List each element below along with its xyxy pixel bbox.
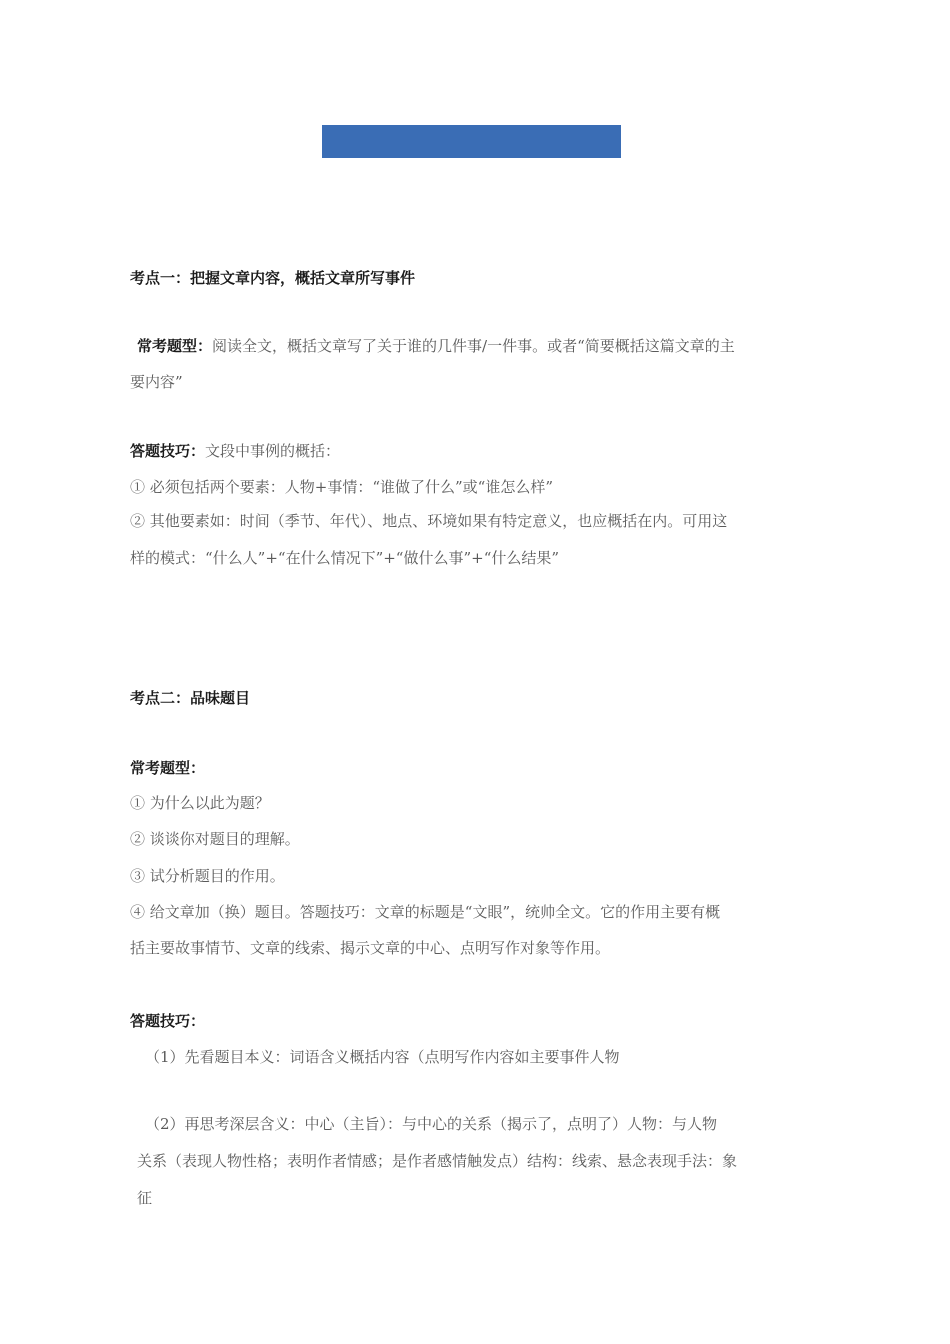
section1-tips [130, 433, 340, 469]
question-type-text-line1: 阅读全文，概括文章写了关于谁的几件事/一件事。或者“简要概括这篇文章的主 [212, 337, 735, 355]
section1-question-type [137, 328, 735, 364]
section2-item1: ① 为什么以此为题？ [130, 794, 270, 812]
question-type-label: 常考题型： [137, 337, 213, 355]
question-type-text-line2: 要内容” [130, 373, 183, 391]
section2-question-type-label: 常考题型： [130, 759, 206, 777]
tips-text: 文段中事例的概括： [205, 442, 341, 460]
section2-heading: 考点二：品味题目 [130, 689, 251, 707]
section1-point2-line1: ② 其他要素如：时间（季节、年代）、地点、环境如果有特定意义，也应概括在内。可用这 [130, 512, 728, 530]
section1-point1: ① 必须包括两个要素：人物+事情：“谁做了什么”或“谁怎么样” [130, 478, 554, 496]
section2-item2: ② 谈谈你对题目的理解。 [130, 830, 300, 848]
section2-item4-line1: ④ 给文章加（换）题目。答题技巧：文章的标题是“文眼”，统帅全文。它的作用主要有概 [130, 903, 721, 921]
section2-step2-line1: （2）再思考深层含义：中心（主旨）：与中心的关系（揭示了，点明了）人物：与人物 [145, 1115, 718, 1133]
title-banner [322, 125, 621, 158]
section1-heading: 考点一：把握文章内容，概括文章所写事件 [130, 269, 416, 287]
section2-step1: （1）先看题目本义：词语含义概括内容（点明写作内容如主要事件人物 [145, 1048, 620, 1066]
section1-point2-line2: 样的模式：“什么人”+“在什么情况下”+“做什么事”+“什么结果” [130, 549, 560, 567]
section2-step2-line3: 征 [137, 1189, 153, 1207]
section2-tips-label: 答题技巧： [130, 1012, 206, 1030]
section2-item3: ③ 试分析题目的作用。 [130, 867, 285, 885]
section2-item4-line2: 括主要故事情节、文章的线索、揭示文章的中心、点明写作对象等作用。 [130, 939, 611, 957]
section2-step2-line2: 关系（表现人物性格；表明作者情感；是作者感情触发点）结构：线索、悬念表现手法：象 [137, 1152, 738, 1170]
tips-label: 答题技巧： [130, 442, 206, 460]
